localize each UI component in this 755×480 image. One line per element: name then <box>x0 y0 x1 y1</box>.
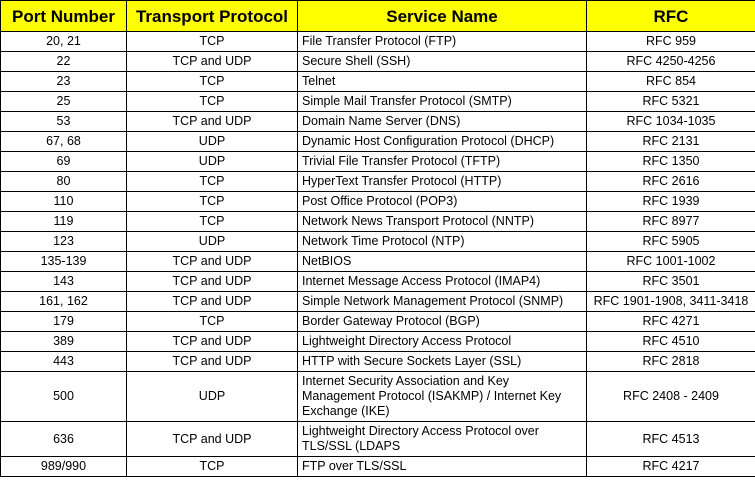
cell-rfc: RFC 2131 <box>587 132 755 152</box>
header-port-number: Port Number <box>1 1 127 32</box>
table-row <box>1 92 755 112</box>
cell-service: Internet Security Association and Key Management Protocol (ISAKMP) / Internet Key Exchange (IKE) <box>298 372 587 422</box>
cell-service: Network News Transport Protocol (NNTP) <box>298 212 587 232</box>
cell-service: Internet Message Access Protocol (IMAP4) <box>298 272 587 292</box>
header-transport-protocol: Transport Protocol <box>127 1 298 32</box>
table-row <box>1 457 755 477</box>
cell-transport: TCP <box>127 212 298 232</box>
cell-transport: TCP <box>127 172 298 192</box>
cell-port: 135-139 <box>1 252 127 272</box>
cell-port: 25 <box>1 92 127 112</box>
table-row <box>1 292 755 312</box>
cell-transport: TCP and UDP <box>127 292 298 312</box>
cell-service: Network Time Protocol (NTP) <box>298 232 587 252</box>
cell-service: Domain Name Server (DNS) <box>298 112 587 132</box>
cell-rfc: RFC 3501 <box>587 272 755 292</box>
cell-service: NetBIOS <box>298 252 587 272</box>
cell-service: HTTP with Secure Sockets Layer (SSL) <box>298 352 587 372</box>
cell-port: 23 <box>1 72 127 92</box>
cell-service: FTP over TLS/SSL <box>298 457 587 477</box>
cell-port: 179 <box>1 312 127 332</box>
cell-service: Border Gateway Protocol (BGP) <box>298 312 587 332</box>
cell-port: 67, 68 <box>1 132 127 152</box>
cell-rfc: RFC 8977 <box>587 212 755 232</box>
cell-rfc: RFC 4510 <box>587 332 755 352</box>
cell-rfc: RFC 4217 <box>587 457 755 477</box>
cell-port: 143 <box>1 272 127 292</box>
cell-transport: TCP and UDP <box>127 252 298 272</box>
cell-rfc: RFC 1939 <box>587 192 755 212</box>
cell-transport: TCP and UDP <box>127 52 298 72</box>
cell-rfc: RFC 854 <box>587 72 755 92</box>
table-row <box>1 152 755 172</box>
cell-transport: TCP <box>127 72 298 92</box>
cell-service: HyperText Transfer Protocol (HTTP) <box>298 172 587 192</box>
cell-rfc: RFC 2616 <box>587 172 755 192</box>
cell-rfc: RFC 5905 <box>587 232 755 252</box>
cell-transport: UDP <box>127 152 298 172</box>
cell-service: Dynamic Host Configuration Protocol (DHCP) <box>298 132 587 152</box>
header-rfc: RFC <box>587 1 755 32</box>
cell-rfc: RFC 1001-1002 <box>587 252 755 272</box>
cell-port: 80 <box>1 172 127 192</box>
cell-port: 161, 162 <box>1 292 127 312</box>
header-row <box>1 1 755 32</box>
cell-port: 500 <box>1 372 127 422</box>
table-row <box>1 272 755 292</box>
cell-port: 53 <box>1 112 127 132</box>
cell-transport: TCP and UDP <box>127 112 298 132</box>
cell-service: Post Office Protocol (POP3) <box>298 192 587 212</box>
cell-rfc: RFC 2818 <box>587 352 755 372</box>
cell-transport: TCP <box>127 192 298 212</box>
cell-port: 636 <box>1 422 127 457</box>
table-row <box>1 312 755 332</box>
cell-transport: TCP and UDP <box>127 422 298 457</box>
cell-port: 443 <box>1 352 127 372</box>
cell-port: 119 <box>1 212 127 232</box>
cell-transport: UDP <box>127 372 298 422</box>
cell-transport: UDP <box>127 232 298 252</box>
cell-rfc: RFC 1034-1035 <box>587 112 755 132</box>
table-body <box>1 32 755 477</box>
cell-service: File Transfer Protocol (FTP) <box>298 32 587 52</box>
cell-rfc: RFC 2408 - 2409 <box>587 372 755 422</box>
cell-rfc: RFC 1350 <box>587 152 755 172</box>
cell-rfc: RFC 1901-1908, 3411-3418 <box>587 292 755 312</box>
cell-service: Simple Mail Transfer Protocol (SMTP) <box>298 92 587 112</box>
table-row <box>1 172 755 192</box>
cell-port: 123 <box>1 232 127 252</box>
table-row <box>1 332 755 352</box>
cell-service: Simple Network Management Protocol (SNMP) <box>298 292 587 312</box>
cell-port: 69 <box>1 152 127 172</box>
cell-service: Trivial File Transfer Protocol (TFTP) <box>298 152 587 172</box>
cell-service: Telnet <box>298 72 587 92</box>
cell-rfc: RFC 4513 <box>587 422 755 457</box>
table-row <box>1 72 755 92</box>
table-row <box>1 112 755 132</box>
cell-transport: TCP <box>127 92 298 112</box>
cell-rfc: RFC 5321 <box>587 92 755 112</box>
cell-transport: TCP <box>127 457 298 477</box>
cell-port: 22 <box>1 52 127 72</box>
cell-rfc: RFC 959 <box>587 32 755 52</box>
cell-transport: TCP and UDP <box>127 352 298 372</box>
table-row <box>1 192 755 212</box>
table-row <box>1 232 755 252</box>
table-row <box>1 212 755 232</box>
cell-transport: UDP <box>127 132 298 152</box>
cell-transport: TCP and UDP <box>127 272 298 292</box>
cell-transport: TCP and UDP <box>127 332 298 352</box>
table-header <box>1 1 755 32</box>
table-row <box>1 252 755 272</box>
cell-service: Secure Shell (SSH) <box>298 52 587 72</box>
table-row <box>1 372 755 422</box>
cell-port: 389 <box>1 332 127 352</box>
table-row <box>1 352 755 372</box>
table-row <box>1 52 755 72</box>
cell-transport: TCP <box>127 312 298 332</box>
table-row <box>1 32 755 52</box>
header-service-name: Service Name <box>298 1 587 32</box>
cell-service: Lightweight Directory Access Protocol <box>298 332 587 352</box>
cell-transport: TCP <box>127 32 298 52</box>
cell-port: 989/990 <box>1 457 127 477</box>
cell-service: Lightweight Directory Access Protocol over TLS/SSL (LDAPS <box>298 422 587 457</box>
table-row <box>1 422 755 457</box>
cell-port: 110 <box>1 192 127 212</box>
table-row <box>1 132 755 152</box>
cell-port: 20, 21 <box>1 32 127 52</box>
cell-rfc: RFC 4250-4256 <box>587 52 755 72</box>
cell-rfc: RFC 4271 <box>587 312 755 332</box>
